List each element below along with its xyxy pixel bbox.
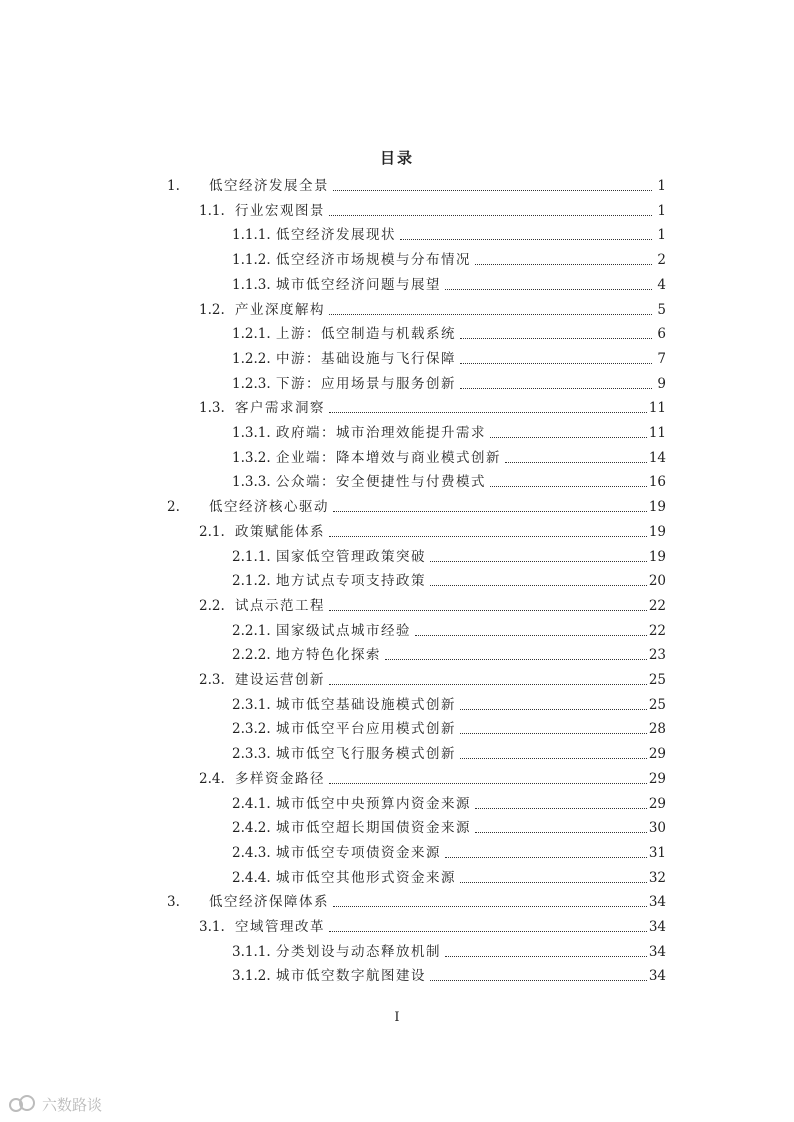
toc-entry-number: 3.1. (199, 919, 225, 935)
toc-entry-page: 9 (657, 376, 666, 392)
toc-entry-number: 2.3.1. (232, 697, 271, 713)
toc-entry-number: 1.3. (199, 400, 225, 416)
toc-entry-number: 2.4.3. (232, 845, 271, 861)
toc-entry-title: 产业深度解构 (235, 302, 325, 318)
toc-dot-leader (460, 388, 652, 389)
toc-entry[interactable] (199, 912, 666, 936)
toc-entry-title: 政府端：城市治理效能提升需求 (276, 425, 486, 441)
toc-entry[interactable] (199, 393, 666, 417)
toc-entry-page: 29 (648, 746, 666, 762)
toc-dot-leader (329, 215, 652, 216)
toc-entry-title: 地方特色化探索 (276, 647, 381, 663)
toc-entry[interactable] (232, 714, 666, 738)
toc-entry-number: 2.3.2. (232, 721, 271, 737)
toc-entry-title: 行业宏观图景 (235, 203, 325, 219)
toc-entry-page: 11 (648, 400, 666, 416)
toc-entry-number: 1.2.1. (232, 326, 271, 342)
toc-entry-number: 2.2.2. (232, 647, 271, 663)
toc-entry-page: 34 (648, 919, 666, 935)
toc-entry-page: 28 (648, 721, 666, 737)
toc-dot-leader (400, 239, 652, 240)
toc-entry[interactable] (232, 344, 666, 368)
toc-entry[interactable] (232, 739, 666, 763)
toc-entry[interactable] (232, 789, 666, 813)
toc-entry[interactable] (199, 295, 666, 319)
toc-entry-page: 19 (648, 549, 666, 565)
toc-entry-page: 19 (648, 499, 666, 515)
toc-entry-title: 客户需求洞察 (235, 400, 325, 416)
toc-entry-page: 25 (648, 697, 666, 713)
toc-dot-leader (475, 832, 647, 833)
toc-entry-title: 国家低空管理政策突破 (276, 549, 426, 565)
toc-entry-title: 上游：低空制造与机载系统 (276, 326, 456, 342)
toc-dot-leader (329, 684, 647, 685)
toc-entry-title: 国家级试点城市经验 (276, 623, 411, 639)
toc-entry-number: 2.3.3. (232, 746, 271, 762)
toc-entry-title: 低空经济发展全景 (209, 178, 329, 194)
toc-entry-page: 1 (657, 227, 666, 243)
toc-entry[interactable] (232, 319, 666, 343)
toc-entry-page: 14 (648, 450, 666, 466)
toc-entry-title: 城市低空数字航图建设 (276, 968, 426, 984)
toc-dot-leader (445, 857, 647, 858)
toc-entry-title: 试点示范工程 (235, 598, 325, 614)
toc-dot-leader (333, 190, 652, 191)
toc-dot-leader (475, 264, 652, 265)
toc-entry-page: 6 (657, 326, 666, 342)
toc-entry[interactable] (232, 640, 666, 664)
toc-entry-page: 5 (657, 302, 666, 318)
toc-entry-title: 低空经济保障体系 (209, 894, 329, 910)
toc-entry-number: 1.1.1. (232, 227, 271, 243)
toc-entry[interactable] (199, 665, 666, 689)
toc-entry-page: 34 (648, 894, 666, 910)
toc-dot-leader (460, 338, 652, 339)
toc-entry[interactable] (199, 764, 666, 788)
toc-entry-number: 1.2. (199, 302, 225, 318)
toc-entry-number: 1.2.3. (232, 376, 271, 392)
toc-dot-leader (460, 758, 647, 759)
toc-dot-leader (460, 709, 647, 710)
toc-dot-leader (329, 412, 647, 413)
toc-entry-page: 1 (657, 203, 666, 219)
watermark-logo-icon (8, 1093, 38, 1115)
toc-entry-title: 分类划设与动态释放机制 (276, 944, 441, 960)
toc-dot-leader (430, 585, 647, 586)
toc-entry-number: 2.4.4. (232, 870, 271, 886)
toc-entry-page: 34 (648, 944, 666, 960)
toc-dot-leader (333, 906, 647, 907)
toc-entry[interactable] (232, 566, 666, 590)
toc-entry-title: 城市低空平台应用模式创新 (276, 721, 456, 737)
toc-dot-leader (490, 437, 647, 438)
toc-entry-number: 2.4.2. (232, 820, 271, 836)
toc-dot-leader (460, 363, 652, 364)
toc-entry-number: 2.3. (199, 672, 225, 688)
toc-entry-title: 企业端：降本增效与商业模式创新 (276, 450, 501, 466)
toc-entry-title: 低空经济核心驱动 (209, 499, 329, 515)
toc-dot-leader (445, 289, 652, 290)
toc-entry-number: 2.2. (199, 598, 225, 614)
toc-entry[interactable] (232, 542, 666, 566)
toc-entry-number: 2.1.1. (232, 549, 271, 565)
toc-entry-title: 公众端：安全便捷性与付费模式 (276, 474, 486, 490)
toc-entry-page: 29 (648, 771, 666, 787)
toc-entry-page: 32 (648, 870, 666, 886)
toc-entry[interactable] (232, 961, 666, 985)
toc-dot-leader (385, 659, 647, 660)
toc-entry-number: 1.1.2. (232, 252, 271, 268)
toc-entry-title: 城市低空基础设施模式创新 (276, 697, 456, 713)
toc-dot-leader (445, 956, 647, 957)
toc-entry[interactable] (232, 838, 666, 862)
toc-entry[interactable] (199, 517, 666, 541)
toc-entry-number: 2.2.1. (232, 623, 271, 639)
toc-entry-page: 30 (648, 820, 666, 836)
toc-entry[interactable] (232, 220, 666, 244)
toc-entry-title: 城市低空其他形式资金来源 (276, 870, 456, 886)
toc-entry-page: 23 (648, 647, 666, 663)
toc-entry[interactable] (232, 418, 666, 442)
toc-dot-leader (329, 314, 652, 315)
toc-entry-title: 下游：应用场景与服务创新 (276, 376, 456, 392)
toc-entry-number: 1.3.3. (232, 474, 271, 490)
toc-entry-page: 29 (648, 796, 666, 812)
toc-entry-page: 25 (648, 672, 666, 688)
page-number: I (394, 1010, 400, 1025)
toc-entry-number: 1.1. (199, 203, 225, 219)
toc-entry-number: 1.3.2. (232, 450, 271, 466)
toc-entry[interactable] (232, 690, 666, 714)
toc-entry-number: 1. (167, 178, 180, 194)
toc-entry-title: 城市低空专项债资金来源 (276, 845, 441, 861)
toc-entry[interactable] (232, 443, 666, 467)
toc-dot-leader (475, 808, 647, 809)
toc-entry-page: 1 (657, 178, 666, 194)
toc-entry-page: 19 (648, 524, 666, 540)
toc-entry-title: 建设运营创新 (235, 672, 325, 688)
toc-entry[interactable] (232, 616, 666, 640)
toc-dot-leader (430, 980, 647, 981)
toc-entry-number: 3.1.2. (232, 968, 271, 984)
toc-entry-title: 城市低空经济问题与展望 (276, 277, 441, 293)
toc-entry[interactable] (167, 171, 666, 195)
toc-dot-leader (460, 733, 647, 734)
toc-dot-leader (329, 783, 647, 784)
toc-entry-page: 31 (648, 845, 666, 861)
toc-entry[interactable] (167, 492, 666, 516)
toc-dot-leader (329, 610, 647, 611)
toc-entry-title: 城市低空飞行服务模式创新 (276, 746, 456, 762)
toc-entry-page: 16 (648, 474, 666, 490)
toc-entry-number: 1.2.2. (232, 351, 271, 367)
toc-entry-number: 2.4. (199, 771, 225, 787)
toc-entry-page: 34 (648, 968, 666, 984)
toc-entry[interactable] (199, 196, 666, 220)
toc-entry-title: 政策赋能体系 (235, 524, 325, 540)
toc-dot-leader (415, 635, 647, 636)
toc-dot-leader (333, 511, 647, 512)
toc-dot-leader (430, 561, 647, 562)
watermark-text: 六数路谈 (42, 1095, 103, 1114)
toc-entry[interactable] (232, 245, 666, 269)
toc-dot-leader (329, 931, 647, 932)
toc-entry[interactable] (232, 270, 666, 294)
toc-entry-number: 3.1.1. (232, 944, 271, 960)
toc-entry-title: 空域管理改革 (235, 919, 325, 935)
toc-entry[interactable] (199, 591, 666, 615)
toc-entry-page: 11 (648, 425, 666, 441)
toc-entry-page: 2 (657, 252, 666, 268)
toc-entry-number: 1.1.3. (232, 277, 271, 293)
toc-entry-title: 多样资金路径 (235, 771, 325, 787)
toc-dot-leader (460, 882, 647, 883)
toc-entry-number: 2.4.1. (232, 796, 271, 812)
toc-entry-page: 4 (657, 277, 666, 293)
toc-entry[interactable] (167, 887, 666, 911)
toc-entry[interactable] (232, 369, 666, 393)
toc-entry-title: 低空经济市场规模与分布情况 (276, 252, 471, 268)
toc-dot-leader (505, 462, 647, 463)
watermark (8, 1093, 102, 1115)
toc-entry-title: 城市低空中央预算内资金来源 (276, 796, 471, 812)
toc-entry-title: 低空经济发展现状 (276, 227, 396, 243)
toc-entry-page: 22 (648, 623, 666, 639)
toc-entry-number: 2.1.2. (232, 573, 271, 589)
toc-title: 目录 (379, 149, 414, 167)
toc-entry[interactable] (232, 937, 666, 961)
toc-dot-leader (329, 536, 647, 537)
toc-entry-number: 2.1. (199, 524, 225, 540)
toc-dot-leader (490, 486, 647, 487)
toc-entry-number: 2. (167, 499, 180, 515)
toc-entry-page: 22 (648, 598, 666, 614)
toc-entry[interactable] (232, 467, 666, 491)
toc-entry-title: 城市低空超长期国债资金来源 (276, 820, 471, 836)
toc-entry-page: 20 (648, 573, 666, 589)
toc-entry-page: 7 (657, 351, 666, 367)
toc-entry[interactable] (232, 863, 666, 887)
toc-entry-title: 地方试点专项支持政策 (276, 573, 426, 589)
toc-entry-number: 1.3.1. (232, 425, 271, 441)
toc-entry[interactable] (232, 813, 666, 837)
toc-entry-number: 3. (167, 894, 180, 910)
toc-entry-title: 中游：基础设施与飞行保障 (276, 351, 456, 367)
